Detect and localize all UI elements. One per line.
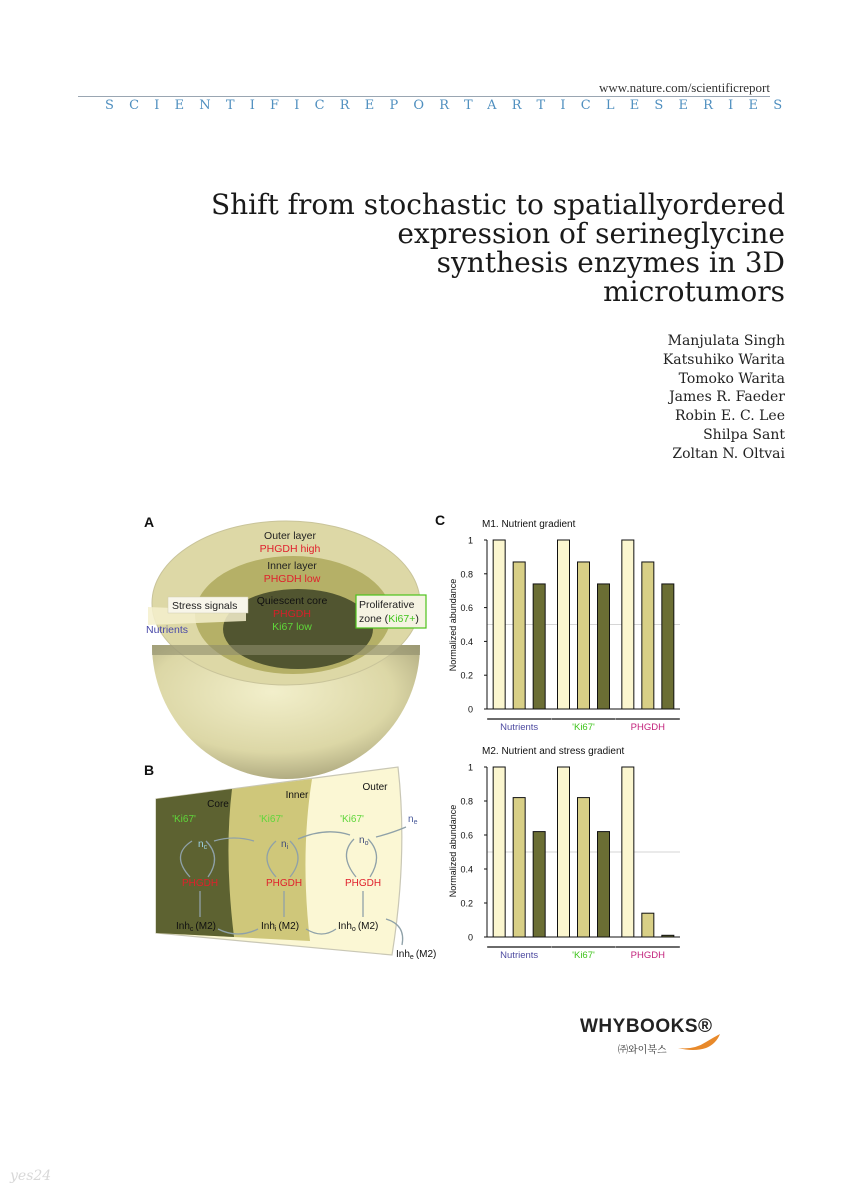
bar-outer [558,540,570,709]
author-name: James R. Faeder [669,389,785,406]
figure-svg [130,505,700,975]
core-label: Quiescent core [256,595,328,607]
y-tick-label: 0 [467,704,473,715]
category-label: 'Ki67' [572,722,595,733]
title-line: expression of serineglycine [397,217,785,250]
category-label: PHGDH [630,722,665,733]
no-label: $n_o$ [359,835,369,847]
bar-outer [493,540,505,709]
outer-phgdh-label: PHGDH high [259,543,321,555]
category-label: Nutrients [500,722,539,733]
author-list [560,332,785,464]
y-tick-label: 0.8 [460,796,473,807]
proliferative-zone-label: zone (Ki67+) [359,613,419,625]
bar-inner [578,562,590,709]
author-name: Manjulata Singh [667,333,785,349]
publisher-logo [580,1016,725,1056]
title-line: synthesis enzymes in 3D [436,246,785,279]
y-tick-label: 0.6 [460,603,473,614]
bar-outer [558,767,570,937]
y-tick-label: 0.8 [460,569,473,580]
bar-inner [642,913,654,937]
y-tick-label: 0.6 [460,830,473,841]
y-tick-label: 1 [467,762,473,773]
y-tick-label: 0.2 [460,670,473,681]
cover-figure [130,505,700,975]
publisher-subname: ㈜와이북스 [618,1045,667,1056]
category-label: PHGDH [630,950,665,961]
panel-c-label: C [435,512,446,528]
series-title: SCIENTIFICREPORTARTICLESERIES [105,98,798,113]
author-name: Robin E. C. Lee [675,408,785,425]
proliferative-label: Proliferative [359,599,415,611]
bar-core [662,584,674,709]
bar-outer [493,767,505,937]
author-name: Shilpa Sant [703,426,785,443]
inner-layer-label: Inner layer [267,560,317,572]
header-rule [78,96,770,97]
bar-core [598,832,610,937]
watermark: yes24 [10,1168,52,1184]
outer-zone-label: Outer [362,782,388,793]
nutrients-label: Nutrients [146,624,189,636]
article-title [180,190,785,306]
swoosh-icon [676,1032,722,1052]
ki67-outer-label: 'Ki67' [340,814,364,825]
phgdh-inner-label: PHGDH [265,878,303,889]
bar-core [662,935,674,937]
phgdh-outer-label: PHGDH [344,878,382,889]
bar-outer [622,767,634,937]
bar-core [533,584,545,709]
author-name: Tomoko Warita [678,370,785,387]
category-label: Nutrients [500,950,539,961]
bar-core [598,584,610,709]
ni-label: $n_i$ [281,839,289,851]
chart-m1-title: M1. Nutrient gradient [482,519,576,530]
y-tick-label: 0.4 [460,864,473,875]
panel-a-label: A [144,514,155,530]
core-zone [156,789,234,937]
inh-outer-label: Inh$_o$ (M2) [338,921,379,933]
category-label: 'Ki67' [572,950,595,961]
outer-layer-label: Outer layer [264,530,316,542]
core-zone-label: Core [207,799,229,810]
bar-outer [622,540,634,709]
panel-b-label: B [144,762,155,778]
inner-zone-label: Inner [285,790,309,801]
chart-m2 [448,746,680,961]
inner-phgdh-label: PHGDH low [263,573,321,585]
inh-core-label: Inh$_c$ (M2) [176,921,216,933]
y-tick-label: 0.4 [460,636,473,647]
stress-label: Stress signals [172,600,238,612]
nc-label: $n_c$ [198,839,208,851]
author-name: Zoltan N. Oltvai [672,445,785,462]
chart-m2-title: M2. Nutrient and stress gradient [482,746,625,757]
journal-url[interactable]: www.nature.com/scientificreport [599,80,770,95]
bar-inner [578,798,590,937]
publisher-brand: WHYBOOKS® [580,1016,713,1037]
y-tick-label: 1 [467,535,473,546]
sphere-cut-band [152,645,420,655]
title-line: Shift from stochastic to spatiallyordered [210,188,785,221]
inh-external-label: Inh$_e$ (M2) [396,949,437,961]
phgdh-core-label: PHGDH [181,878,219,889]
bar-inner [513,562,525,709]
bar-inner [642,562,654,709]
inh-inner-label: Inh$_i$ (M2) [261,921,300,933]
chart-m2-ylabel: Normalized abundance [448,804,458,898]
core-ki67-label: Ki67 low [272,621,312,633]
y-tick-label: 0 [467,932,473,943]
title-line: microtumors [603,275,785,308]
ki67-inner-label: 'Ki67' [259,814,283,825]
bar-core [533,832,545,937]
chart-m1-ylabel: Normalized abundance [448,578,458,672]
y-tick-label: 0.2 [460,898,473,909]
author-name: Katsuhiko Warita [662,351,785,368]
ki67-core-label: 'Ki67' [172,814,196,825]
bar-inner [513,798,525,937]
chart-m1 [448,519,680,733]
ne-label: $n_e$ [408,814,418,826]
core-phgdh-label: PHGDH [273,608,311,620]
